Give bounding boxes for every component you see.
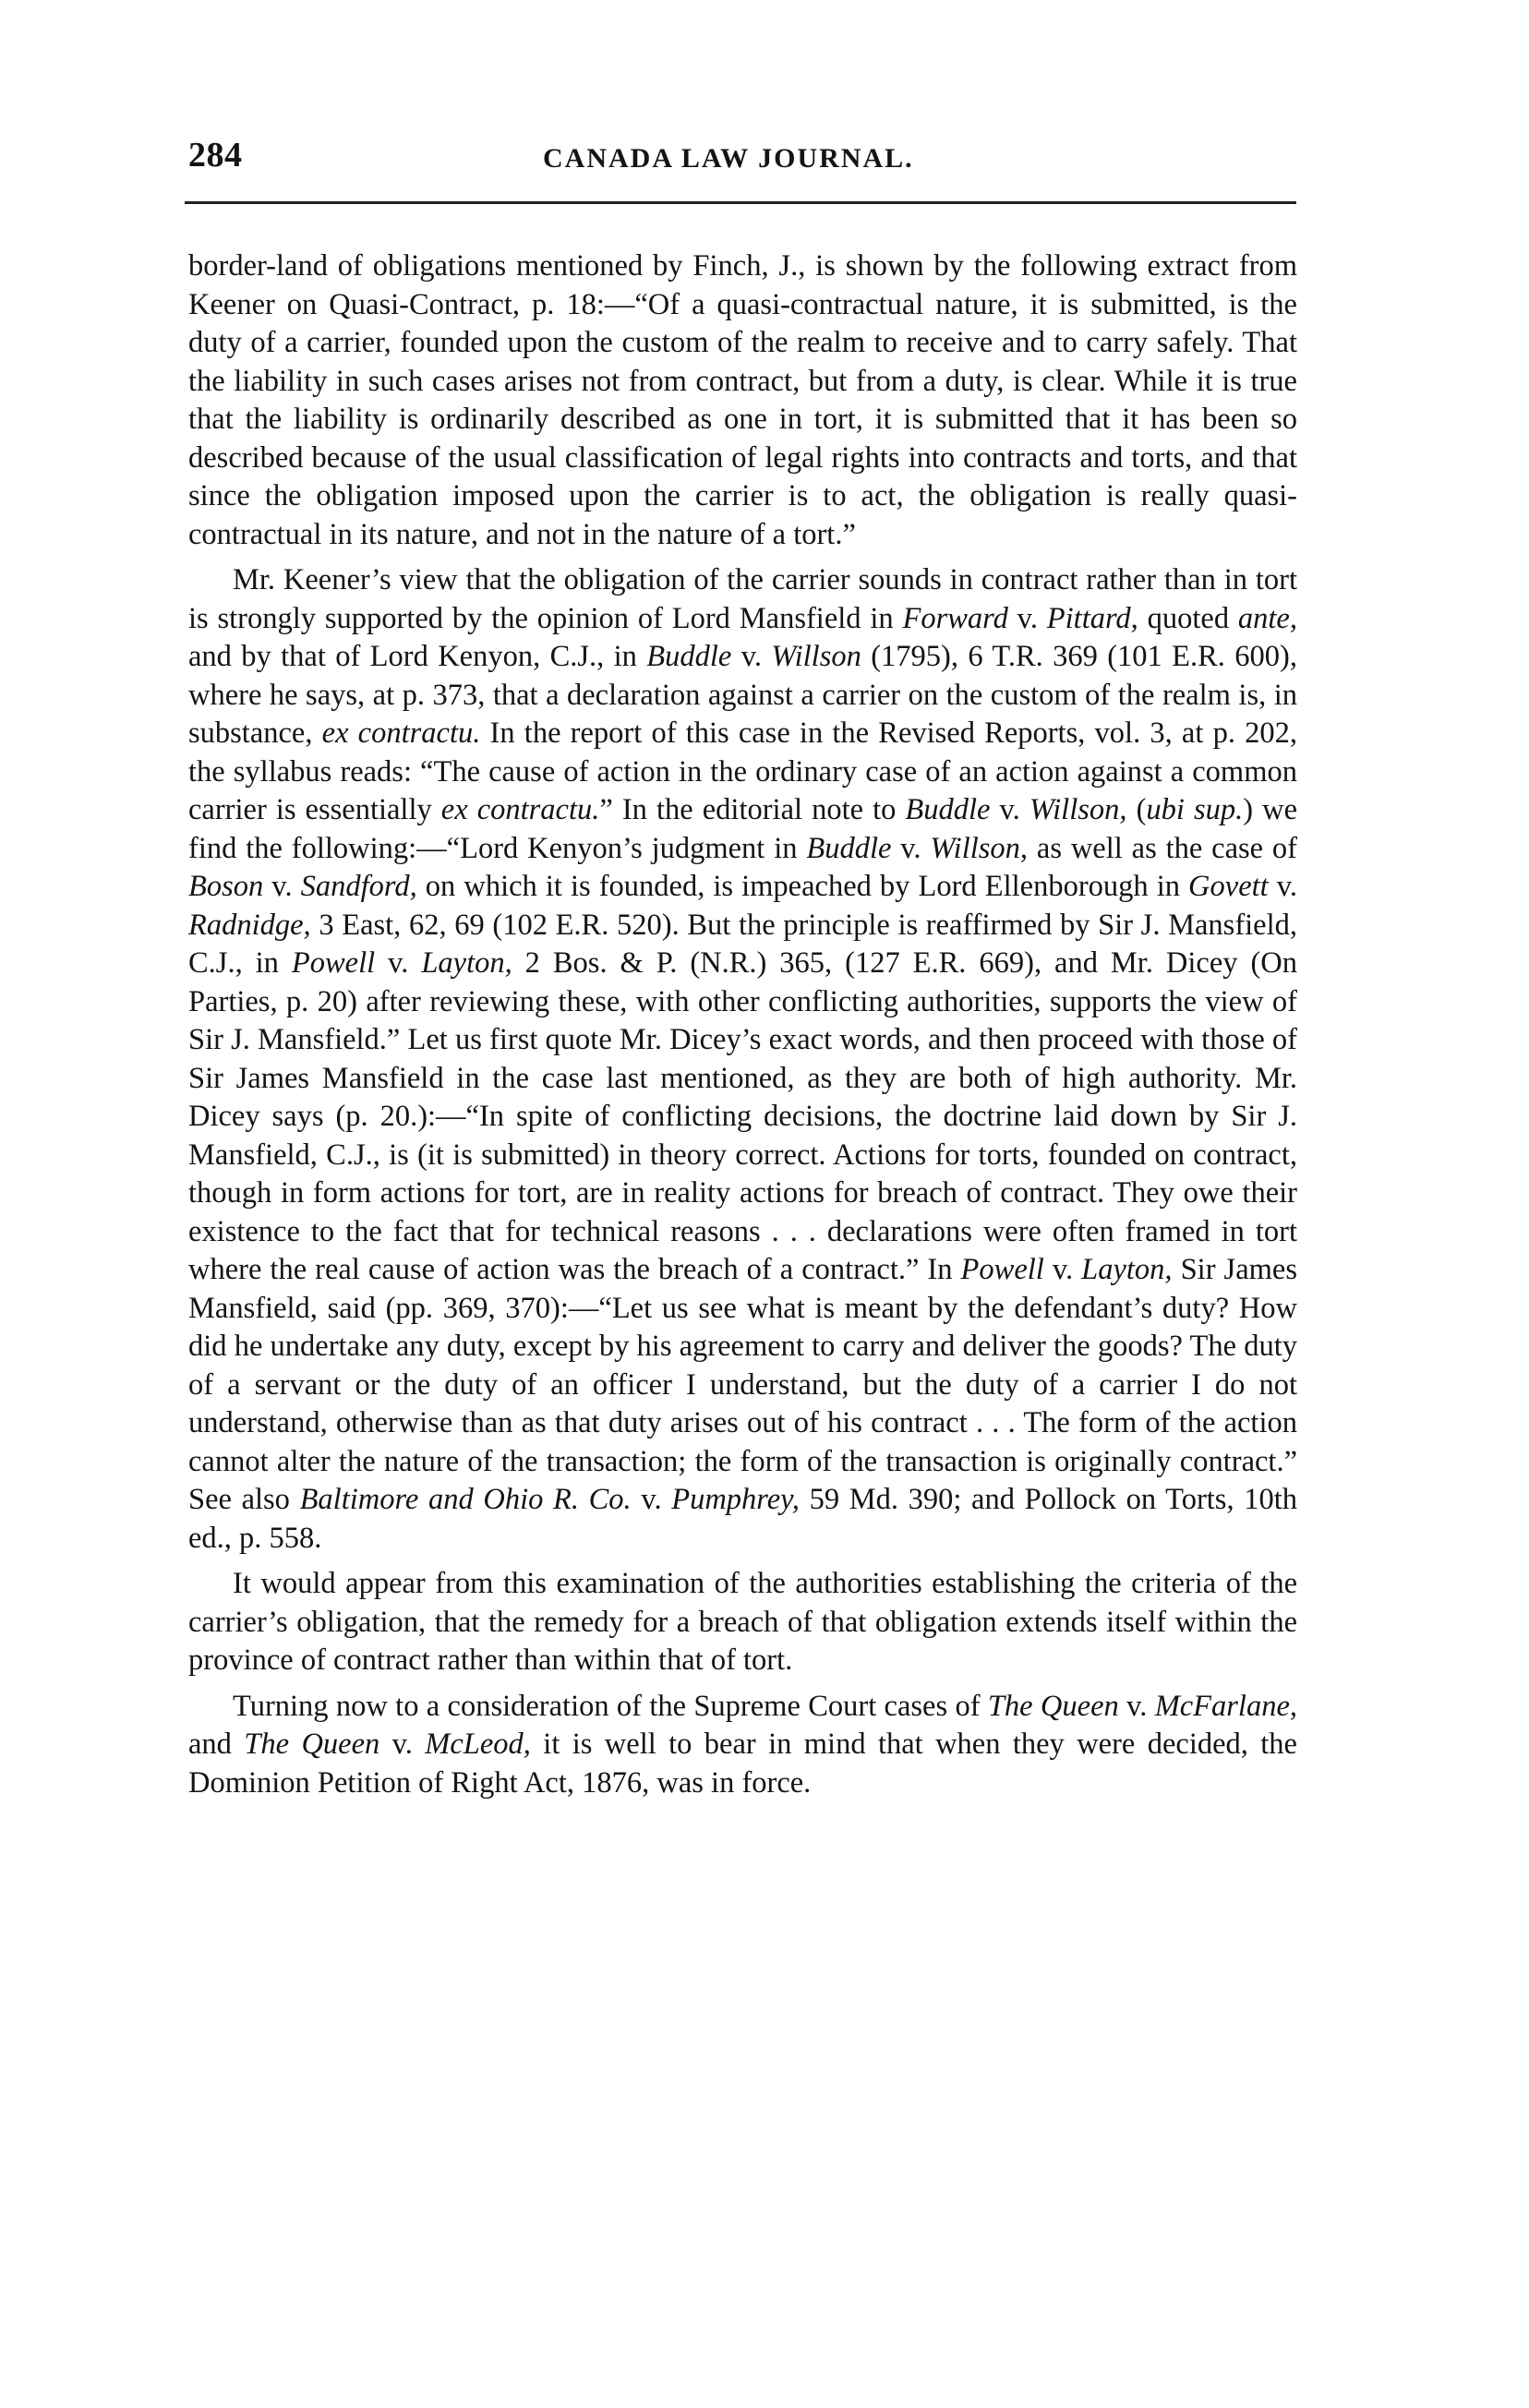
italic-citation: Layton, (1081, 1253, 1173, 1286)
italic-citation: ubi sup. (1146, 793, 1244, 826)
italic-citation: Willson, (1029, 793, 1127, 826)
text-run: ” In the editorial note to (599, 793, 906, 826)
text-run: border-land of obligations mentioned by Finch, J., is shown by the following extract from Keener on Quasi-Contract, p. 18:—“Of a quasi-contractual nature, it is submitted, is the duty of a carrier, founded upon the custom of the realm to receive and to carry safely. That the liability in such cases arises not from contract, but from a duty, is clear. While it is true that the liability is ordinarily described as one in tort, it is submitted that it has been so described because of the usual classification of legal rights into contracts and torts, and that since the obligation imposed upon the carrier is to act, the obligation is really quasi-contractual in its nature, and not in the nature of a tort.” (188, 249, 1297, 551)
paragraph-1 (188, 247, 1297, 554)
text-run: 59 Md. 390; and Pollock on Torts, 10th ed., p. 558. (188, 1483, 1297, 1555)
text-run: v. (631, 1483, 672, 1516)
text-run: it is well to bear in mind that when they were decided, the Dominion Petition of Right Act, 1876, was in force. (188, 1728, 1297, 1800)
italic-citation: Willson, (930, 831, 1029, 865)
running-head: CANADA LAW JOURNAL. (543, 143, 914, 174)
italic-citation: ante, (1237, 601, 1297, 635)
italic-citation: Sandford, (300, 870, 417, 903)
italic-citation: Powell (291, 946, 376, 980)
italic-citation: Buddle (646, 640, 732, 673)
text-run: v. (1268, 870, 1298, 903)
text-run: 2 Bos. & P. (N.R.) 365, (127 E.R. 669), and Mr. Dicey (On Parties, p. 20) after reviewing these, with other conflicting authorities, supports the view of Sir J. Mansfield.” Let us first quote Mr. Dicey’s exact words, and then proceed with those of Sir James Mansfield in the case last mentioned, as they are both of high authority. Mr. Dicey says (p. 20.):—“In spite of conflicting decisions, the doctrine laid down by Sir J. Mansfield, C.J., is (it is submitted) in theory correct. Actions for torts, founded on contract, though in form actions for tort, are in reality actions for breach of contract. They owe their existence to the fact that for technical reasons . . . declarations were often framed in tort where the real cause of action was the breach of a contract.” In (188, 946, 1298, 1286)
italic-citation: ex contractu. (440, 793, 600, 826)
italic-citation: Buddle (806, 831, 892, 865)
italic-citation: Pittard, (1046, 601, 1138, 635)
italic-citation: ex contractu. (321, 716, 481, 750)
text-run: on which it is founded, is impeached by Lord Ellenborough in (416, 870, 1189, 903)
text-run: and by that of Lord Kenyon, C.J., in (188, 640, 647, 673)
italic-citation: McFarlane, (1154, 1689, 1298, 1723)
body-text (188, 247, 1297, 1810)
text-run: v. (263, 870, 301, 903)
italic-citation: Govett (1188, 870, 1269, 903)
italic-citation: McLeod, (425, 1728, 531, 1761)
page-number: 284 (188, 136, 243, 175)
text-run: v. (375, 946, 422, 980)
paragraph-3 (188, 1565, 1297, 1680)
text-run: (1795), 6 T.R. 369 (101 E.R. 600), where he says, at p. 373, that a declaration against a carrier on the custom of the realm is, in substance, (188, 640, 1297, 750)
text-run: v. (891, 831, 931, 865)
italic-citation: Forward (902, 601, 1008, 635)
header-rule (185, 201, 1296, 204)
italic-citation: Powell (960, 1253, 1044, 1286)
text-run: and (188, 1728, 245, 1761)
text-run: Turning now to a consideration of the Supreme Court cases of (233, 1689, 988, 1723)
italic-citation: Pumphrey, (671, 1483, 800, 1516)
text-run: v. (1043, 1253, 1082, 1286)
text-run: quoted (1138, 601, 1238, 635)
text-run: v. (1118, 1689, 1155, 1723)
text-run: ) we find the following:—“Lord Kenyon’s judgment in (188, 793, 1298, 865)
text-run: Mr. Keener’s view that the obligation of the carrier sounds in contract rather than in tort is strongly supported by the opinion of Lord Mansfield in (188, 563, 1297, 635)
text-run: v. (379, 1728, 426, 1761)
italic-citation: Willson (771, 640, 861, 673)
italic-citation: Radnidge, (188, 908, 311, 942)
italic-citation: Layton, (421, 946, 512, 980)
paragraph-2 (188, 561, 1297, 1558)
text-run: In the report of this case in the Revised Reports, vol. 3, at p. 202, the syllabus reads: “The cause of action in the ordinary case of an action against a common carrier is essentially (188, 716, 1297, 826)
page-header (188, 135, 1296, 190)
text-run: v. (731, 640, 772, 673)
text-run: v. (1007, 601, 1047, 635)
italic-citation: Boson (188, 870, 264, 903)
italic-citation: The Queen (987, 1689, 1119, 1723)
text-run: as well as the case of (1028, 831, 1297, 865)
text-run: v. (990, 793, 1029, 826)
text-run: ( (1126, 793, 1147, 826)
text-run: 3 East, 62, 69 (102 E.R. 520). But the principle is reaffirmed by Sir J. Mansfield, C.J., in (188, 908, 1297, 980)
text-run: Sir James Mansfield, said (pp. 369, 370):—“Let us see what is meant by the defendant’s duty? How did he undertake any duty, except by his agreement to carry and deliver the goods? The duty of a servant or the duty of an officer I understand, but the duty of a carrier I do not understand, otherwise than as that duty arises out of his contract . . . The form of the action cannot alter the nature of the transaction; the form of the transaction is originally contract.” See also (188, 1253, 1297, 1516)
italic-citation: The Queen (244, 1728, 380, 1761)
text-run: It would appear from this examination of the authorities establishing the criteria of the carrier’s obligation, that the remedy for a breach of that obligation extends itself within the province of contract rather than within that of tort. (188, 1567, 1297, 1677)
italic-citation: Buddle (905, 793, 991, 826)
paragraph-4 (188, 1688, 1297, 1803)
italic-citation: Baltimore and Ohio R. Co. (299, 1483, 632, 1516)
